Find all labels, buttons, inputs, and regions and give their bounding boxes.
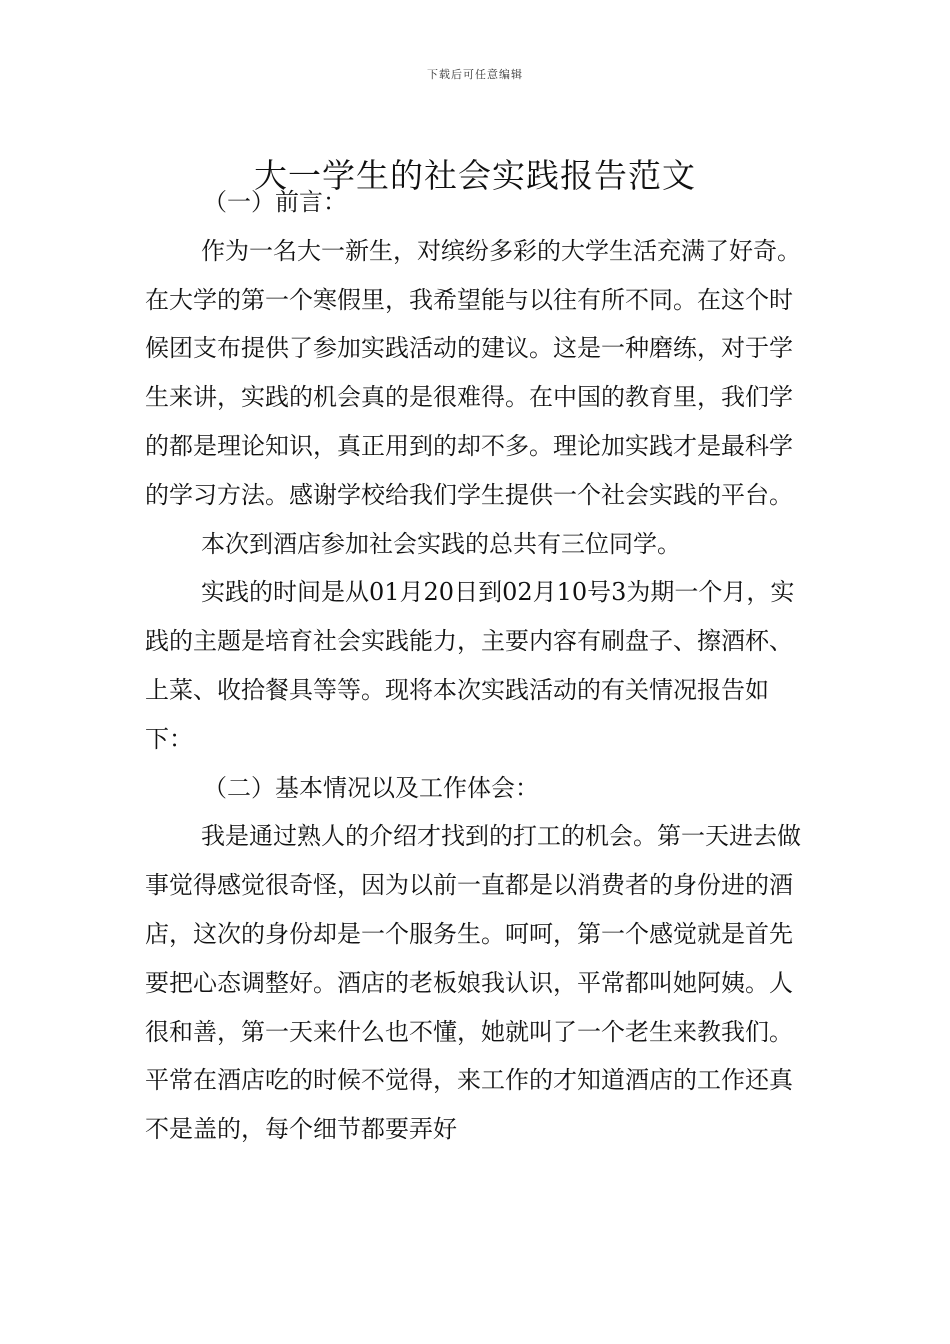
document-body bbox=[145, 178, 815, 1154]
paragraph-intro: 作为一名大一新生，对缤纷多彩的大学生活充满了好奇。在大学的第一个寒假里，我希望能与以往有所不同。在这个时候团支布提供了参加实践活动的建议。这是一种磨练，对于学生来讲，实践的机会真的是很难得。在中国的教育里，我们学的都是理论知识，真正用到的却不多。理论加实践才是最科学的学习方法。感谢学校给我们学生提供一个社会实践的平台。 bbox=[145, 236, 801, 509]
header-note: 下载后可任意编辑 bbox=[427, 68, 523, 81]
document-title: 大一学生的社会实践报告范文 bbox=[254, 156, 696, 196]
section-heading-preface: （一）前言： bbox=[203, 188, 347, 216]
paragraph-schedule: 实践的时间是从01月20日到02月10号3为期一个月，实践的主题是培育社会实践能力，主要内容有刷盘子、擦酒杯、上菜、收拾餐具等等。现将本次实践活动的有关情况报告如下： bbox=[145, 578, 795, 753]
paragraph-experience: 我是通过熟人的介绍才找到的打工的机会。第一天进去做事觉得感觉很奇怪，因为以前一直都是以消费者的身份进的酒店，这次的身份却是一个服务生。呵呵，第一个感觉就是首先要把心态调整好。酒店的老板娘我认识，平常都叫她阿姨。人很和善，第一天来什么也不懂，她就叫了一个老生来教我们。平常在酒店吃的时候不觉得，来工作的才知道酒店的工作还真不是盖的，每个细节都要弄好 bbox=[145, 822, 801, 1144]
section-heading-experience: （二）基本情况以及工作体会： bbox=[203, 773, 539, 802]
paragraph-participants: 本次到酒店参加社会实践的总共有三位同学。 bbox=[201, 529, 681, 558]
